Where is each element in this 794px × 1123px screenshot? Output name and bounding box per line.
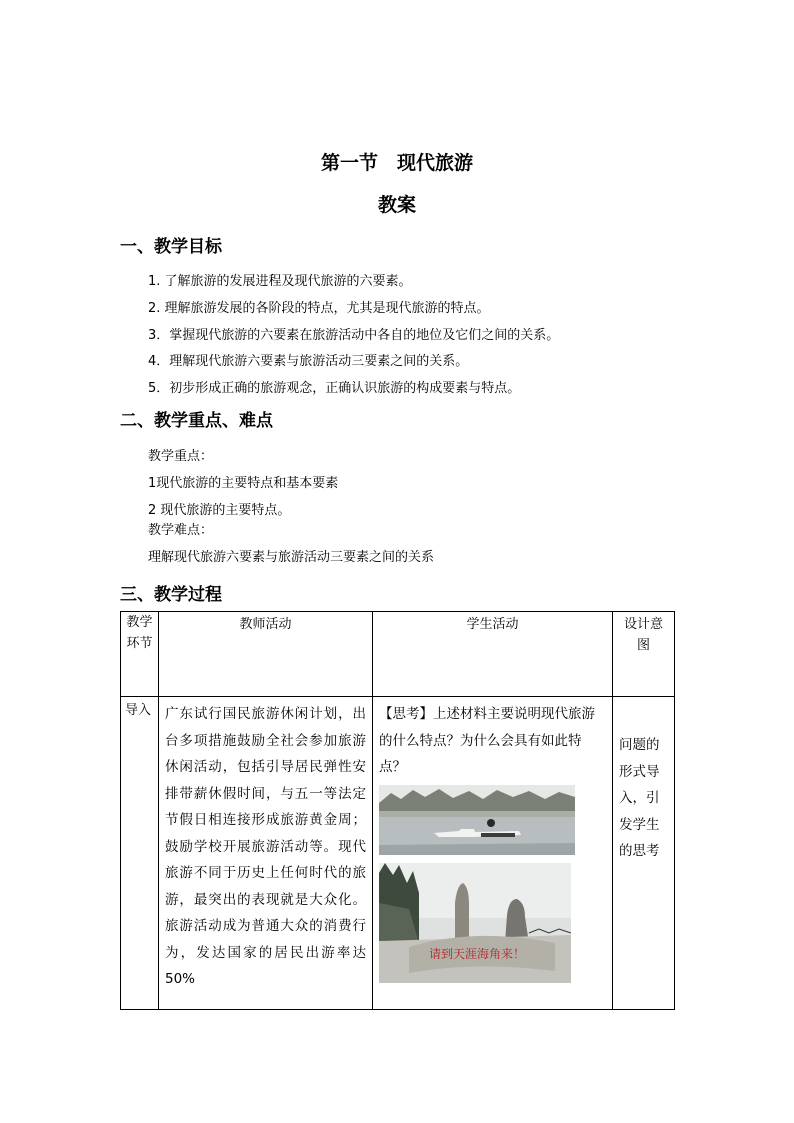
header-cell: [159, 612, 373, 697]
teaching-process-table: [120, 611, 675, 1010]
student-activity-text: 【思考】上述材料主要说明现代旅游的什么特点？为什么会具有如此特点？: [379, 706, 595, 775]
difficult-points-label: 教学难点：: [148, 523, 214, 538]
table-row: [121, 697, 675, 1010]
page-subtitle: 教案: [377, 194, 416, 216]
column-header-teacher: 教师活动: [239, 617, 292, 632]
objective-item: 1. 了解旅游的发展进程及现代旅游的六要素。: [148, 274, 412, 289]
section-heading-process: 三、教学过程: [120, 585, 222, 605]
stage-cell: [121, 697, 159, 1010]
tianya-haijiao-photo: [379, 863, 571, 983]
intent-cell: [613, 697, 675, 1010]
objective-item: 3．掌握现代旅游的六要素在旅游活动中各自的地位及它们之间的关系。: [148, 328, 560, 343]
column-header-stage: 教学环节: [126, 615, 153, 651]
difficult-point-text: 理解现代旅游六要素与旅游活动三要素之间的关系: [148, 550, 435, 565]
section-heading-objectives: 一、教学目标: [120, 237, 222, 257]
student-cell: [373, 697, 613, 1010]
lake-photo: [379, 785, 575, 855]
page-title: 第一节 现代旅游: [320, 152, 473, 174]
header-cell: [373, 612, 613, 697]
section-heading-key-points: 二、教学重点、难点: [120, 411, 273, 431]
key-point-item: 1现代旅游的主要特点和基本要素: [148, 476, 339, 491]
header-cell: [613, 612, 675, 697]
objective-item: 4．理解现代旅游六要素与旅游活动三要素之间的关系。: [148, 354, 469, 369]
objective-item: 2. 理解旅游发展的各阶段的特点，尤其是现代旅游的特点。: [148, 301, 490, 316]
header-cell: [121, 612, 159, 697]
key-points-label: 教学重点：: [148, 449, 214, 464]
stage-text: 导入: [125, 703, 152, 718]
column-header-intent: 设计意图: [623, 617, 663, 653]
teacher-activity-text: 广东试行国民旅游休闲计划，出台多项措施鼓励全社会参加旅游休闲活动，包括引导居民弹性安排带薪休假时间，与五一等法定节假日相连接形成旅游黄金周；鼓励学校开展旅游活动等。现代旅游不同于历史上任何时代的旅游，最突出的表现就是大众化。旅游活动成为普通大众的消费行为，发达国家的居民出游率达50%: [165, 706, 366, 987]
inscription-text: 请到天涯海角来！: [428, 946, 526, 961]
teacher-cell: [159, 697, 373, 1010]
table-header-row: [121, 612, 675, 697]
key-point-item: 2 现代旅游的主要特点。: [148, 503, 291, 518]
objective-item: 5．初步形成正确的旅游观念，正确认识旅游的构成要素与特点。: [148, 381, 521, 396]
design-intent-text: 问题的形式导入，引发学生的思考: [619, 737, 660, 859]
column-header-student: 学生活动: [466, 617, 519, 632]
